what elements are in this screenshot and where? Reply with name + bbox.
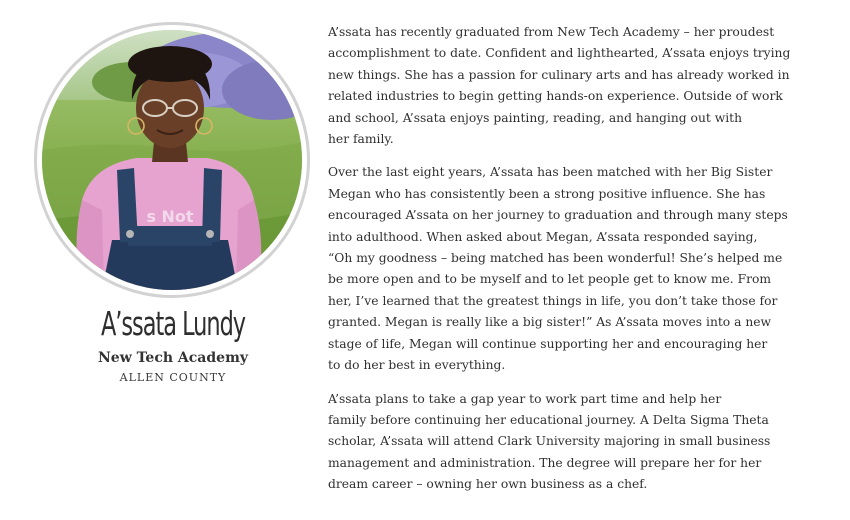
bio-line: related industries to begin getting hands-on experience. Outside of work — [328, 89, 783, 104]
bio-line: encouraged A’ssata on her journey to graduation and through many steps — [328, 208, 788, 223]
bio-line: A’ssata has recently graduated from New Tech Academy – her proudest — [328, 25, 775, 39]
bio-line: into adulthood. When asked about Megan, A’ssata responded saying, — [328, 229, 758, 244]
profile-photo-frame — [34, 22, 310, 298]
bio-line: and school, A’ssata enjoys painting, reading, and hanging out with — [328, 110, 743, 125]
profile-name: A’ssata Lundy — [100, 304, 246, 343]
bio-line: dream career – owning her own business as a chef. — [328, 477, 648, 492]
profile-school: New Tech Academy — [97, 350, 249, 366]
bio-paragraph — [328, 389, 828, 496]
profile-card — [28, 22, 318, 402]
bio-line: Megan who has consistently been a strong positive influence. She has — [328, 186, 766, 201]
bio-line: her, I’ve learned that the greatest things in life, you don’t take those for — [328, 293, 778, 308]
bio-line: be more open and to be myself and to let people get to know me. From — [328, 272, 772, 287]
bio-line: accomplishment to date. Confident and lighthearted, A’ssata enjoys trying — [328, 46, 791, 61]
bio-line: granted. Megan is really like a big sister!” As A’ssata moves into a new — [328, 315, 772, 330]
bio-line: A’ssata plans to take a gap year to work part time and help her — [328, 391, 722, 406]
svg-text:s Not: s Not — [146, 207, 194, 226]
bio-line: to do her best in everything. — [328, 358, 506, 373]
bio-line: scholar, A’ssata will attend Clark University majoring in small business — [328, 434, 771, 449]
profile-photo — [42, 30, 302, 290]
bio-line: new things. She has a passion for culinary arts and has already worked in — [328, 67, 790, 82]
bio-text — [328, 22, 828, 508]
bio-line: stage of life, Megan will continue supporting her and encouraging her — [328, 336, 768, 351]
bio-line: her family. — [328, 132, 394, 147]
profile-county: ALLEN COUNTY — [119, 371, 227, 384]
bio-line: management and administration. The degree will prepare her for her — [328, 455, 762, 470]
bio-paragraph — [328, 162, 828, 376]
bio-paragraph — [328, 22, 828, 150]
bio-line: family before continuing her educational journey. A Delta Sigma Theta — [328, 412, 769, 427]
bio-line: Over the last eight years, A’ssata has been matched with her Big Sister — [328, 165, 773, 180]
bio-line: “Oh my goodness – being matched has been wonderful! She’s helped me — [328, 251, 783, 266]
